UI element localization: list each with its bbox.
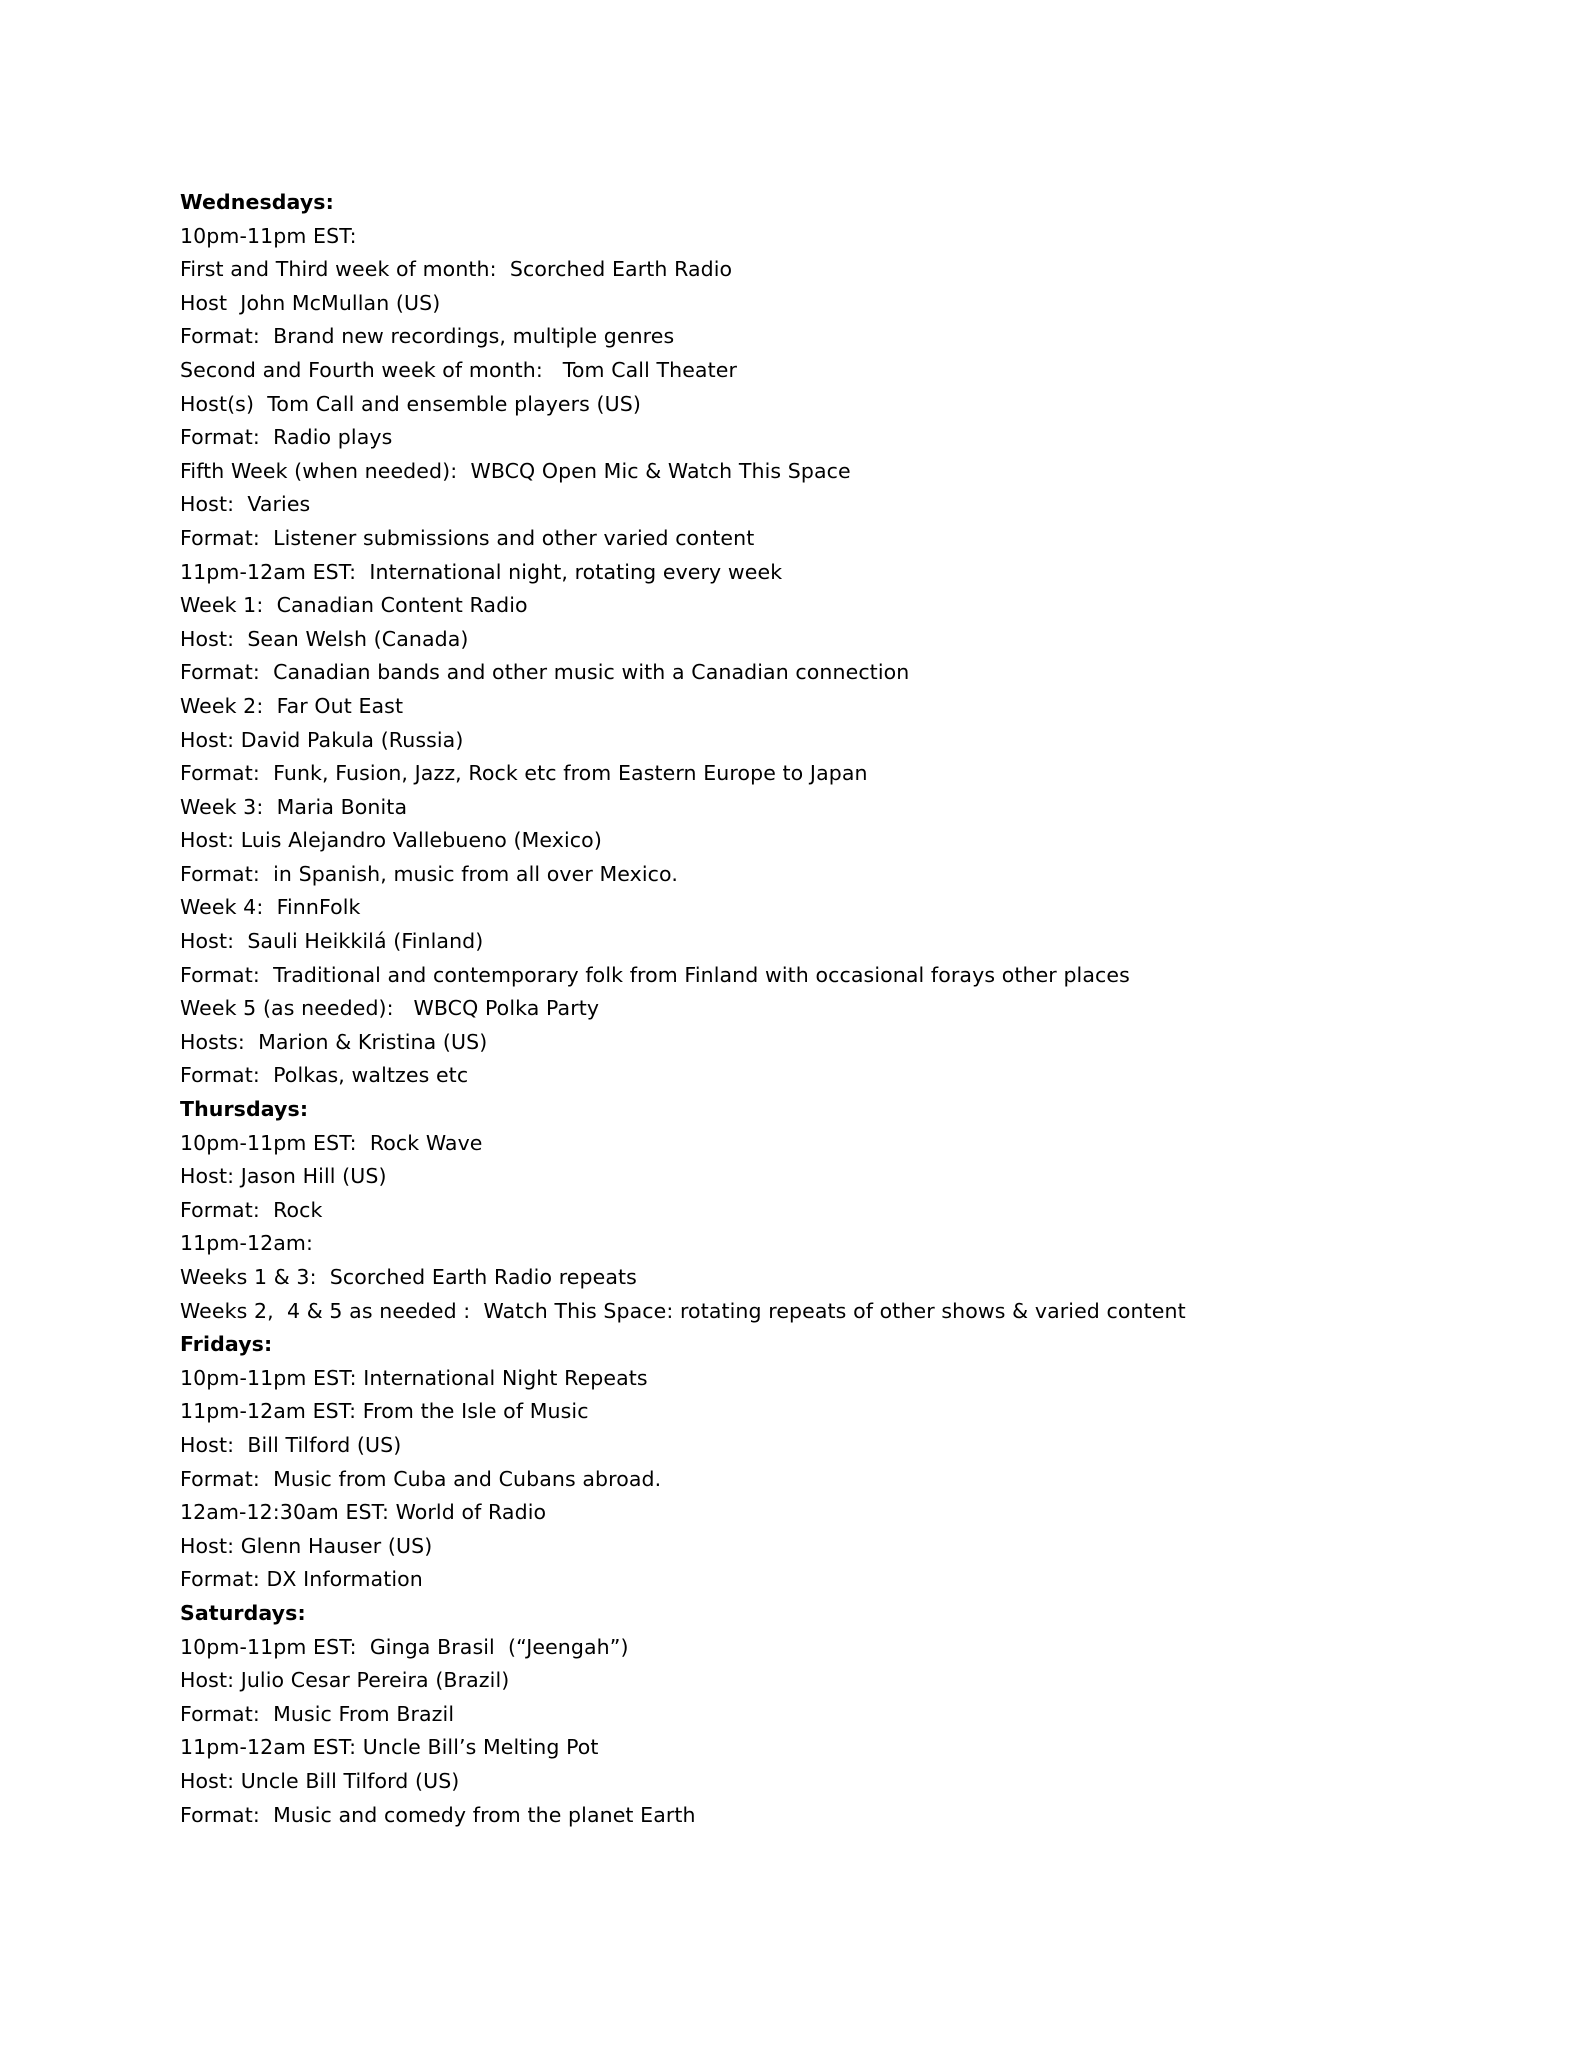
day-heading: Wednesdays:: [180, 190, 334, 214]
schedule-line: Week 3: Maria Bonita: [180, 794, 408, 819]
schedule-line: 10pm-11pm EST: Rock Wave: [180, 1130, 483, 1155]
schedule-line: Host: Sean Welsh (Canada): [180, 626, 469, 651]
schedule-line: Host John McMullan (US): [180, 290, 441, 315]
schedule-line: Week 4: FinnFolk: [180, 895, 361, 920]
schedule-line: Format: Traditional and contemporary folk from Finland with occasional forays other places: [180, 962, 1130, 987]
schedule-line: Format: Brand new recordings, multiple genres: [180, 324, 675, 349]
schedule-line: Fifth Week (when needed): WBCQ Open Mic & Watch This Space: [180, 458, 851, 483]
schedule-line: 12am-12:30am EST: World of Radio: [180, 1500, 547, 1525]
schedule-line: Host: Glenn Hauser (US): [180, 1533, 433, 1558]
schedule-line: Format: Music From Brazil: [180, 1701, 455, 1726]
schedule-line: Host: Luis Alejandro Vallebueno (Mexico): [180, 828, 602, 853]
schedule-line: Host: Bill Tilford (US): [180, 1432, 402, 1457]
day-heading: Fridays:: [180, 1332, 273, 1357]
schedule-line: Format: Funk, Fusion, Jazz, Rock etc from Eastern Europe to Japan: [180, 761, 868, 786]
schedule-line: Format: Radio plays: [180, 425, 393, 450]
schedule-line: Hosts: Marion & Kristina (US): [180, 1029, 488, 1054]
schedule-line: Host: Uncle Bill Tilford (US): [180, 1768, 460, 1793]
schedule-line: Week 2: Far Out East: [180, 693, 404, 718]
schedule-line: Format: Rock: [180, 1197, 323, 1222]
day-heading: Thursdays:: [180, 1097, 309, 1122]
schedule-line: 11pm-12am:: [180, 1231, 313, 1256]
schedule-line: Host: Varies: [180, 492, 311, 517]
schedule-line: Host: Jason Hill (US): [180, 1164, 387, 1189]
schedule-line: First and Third week of month: Scorched Earth Radio: [180, 257, 733, 282]
schedule-line: Host(s) Tom Call and ensemble players (US): [180, 391, 641, 416]
schedule-line: Format: DX Information: [180, 1567, 423, 1592]
schedule-line: Format: Polkas, waltzes etc: [180, 1063, 469, 1088]
schedule-line: Week 5 (as needed): WBCQ Polka Party: [180, 996, 600, 1021]
day-heading: Saturdays:: [180, 1600, 306, 1625]
schedule-line: Host: Sauli Heikkilá (Finland): [180, 929, 484, 954]
schedule-text-block: [180, 186, 1403, 1832]
schedule-line: Weeks 2, 4 & 5 as needed : Watch This Space: rotating repeats of other shows & varied content: [180, 1298, 1186, 1323]
schedule-line: 11pm-12am EST: Uncle Bill’s Melting Pot: [180, 1735, 599, 1760]
schedule-line: Format: Listener submissions and other varied content: [180, 525, 755, 550]
schedule-line: Format: Canadian bands and other music with a Canadian connection: [180, 660, 910, 685]
schedule-line: Host: Julio Cesar Pereira (Brazil): [180, 1668, 510, 1693]
schedule-line: Format: Music and comedy from the planet Earth: [180, 1802, 696, 1827]
schedule-line: Second and Fourth week of month: Tom Call Theater: [180, 357, 737, 382]
schedule-line: Format: in Spanish, music from all over Mexico.: [180, 861, 678, 886]
schedule-line: 11pm-12am EST: From the Isle of Music: [180, 1399, 589, 1424]
schedule-line: 10pm-11pm EST: International Night Repeats: [180, 1365, 648, 1390]
schedule-line: Host: David Pakula (Russia): [180, 727, 464, 752]
schedule-line: Weeks 1 & 3: Scorched Earth Radio repeats: [180, 1265, 637, 1289]
schedule-line: 10pm-11pm EST:: [180, 223, 357, 248]
schedule-line: 11pm-12am EST: International night, rotating every week: [180, 559, 783, 584]
schedule-line: Format: Music from Cuba and Cubans abroad.: [180, 1466, 662, 1491]
schedule-line: 10pm-11pm EST: Ginga Brasil (“Jeengah”): [180, 1634, 629, 1659]
schedule-line: Week 1: Canadian Content Radio: [180, 593, 528, 618]
